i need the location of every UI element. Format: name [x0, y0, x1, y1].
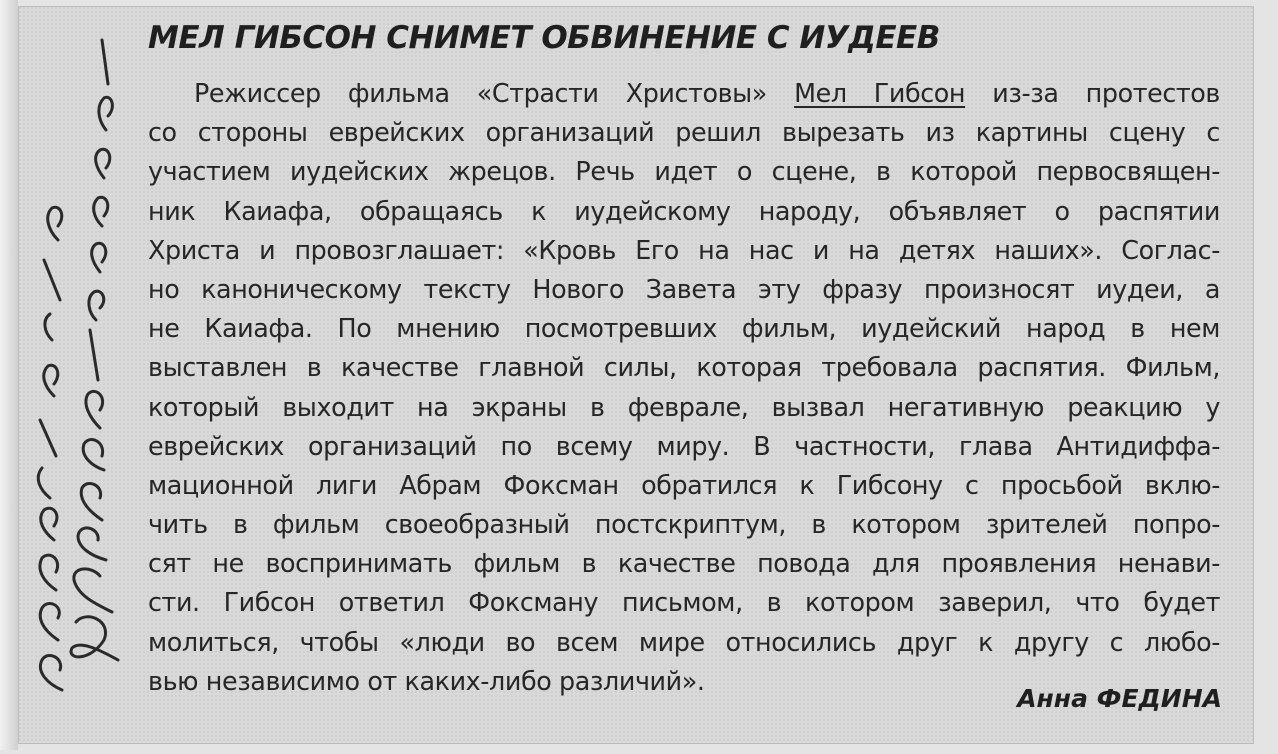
article-line: чить в фильм своеобразный постскриптум, в котором зрителей попро- — [148, 509, 1220, 540]
article-line-1-end: из-за протестов — [965, 78, 1220, 108]
article-line: который выходит на экраны в феврале, вызвал негативную реакцию у — [148, 391, 1220, 422]
article-headline: МЕЛ ГИБСОН СНИМЕТ ОБВИНЕНИЕ С ИУДЕЕВ — [148, 20, 940, 56]
article-line: не Каиафа. По мнению посмотревших фильм, иудейский народ в нем — [148, 313, 1220, 344]
article-line: вью независимо от каких-либо различий». — [148, 665, 705, 696]
article-line: мационной лиги Абрам Фоксман обратился к Гибсону с просьбой вклю- — [148, 469, 1220, 500]
article-line: молиться, чтобы «люди во всем мире относились друг к другу с любо- — [148, 626, 1220, 657]
article-line-1-start: Режиссер фильма «Страсти Христовы» — [194, 78, 795, 108]
scan-edge — [0, 0, 18, 750]
article-line: выставлен в качестве главной силы, которая требовала распятия. Фильм, — [148, 352, 1220, 383]
article-line: участием иудейских жрецов. Речь идет о сцене, в которой первосвящен- — [148, 156, 1220, 187]
article-line: сят не воспринимать фильм в качестве повода для проявления ненави- — [148, 548, 1220, 579]
underlined-name: Мел Гибсон — [794, 78, 966, 108]
article-body — [148, 74, 1220, 701]
article-line: ник Каиафа, обращаясь к иудейскому народу, объявляет о распятии — [148, 195, 1220, 226]
article-line: еврейских организаций по всему миру. В частности, глава Антидиффа- — [148, 430, 1220, 461]
article-author: Анна ФЕДИНА — [1017, 684, 1222, 713]
article-line-1 — [148, 74, 1220, 113]
article-line: Христа и провозглашает: «Кровь Его на нас и на детях наших». Соглас- — [148, 234, 1220, 265]
article-line: но каноническому тексту Нового Завета эту фразу произносят иудеи, а — [148, 273, 1220, 304]
article-line: сти. Гибсон ответил Фоксману письмом, в котором заверил, что будет — [148, 587, 1220, 618]
article-line: со стороны еврейских организаций решил вырезать из картины сцену с — [148, 117, 1220, 148]
